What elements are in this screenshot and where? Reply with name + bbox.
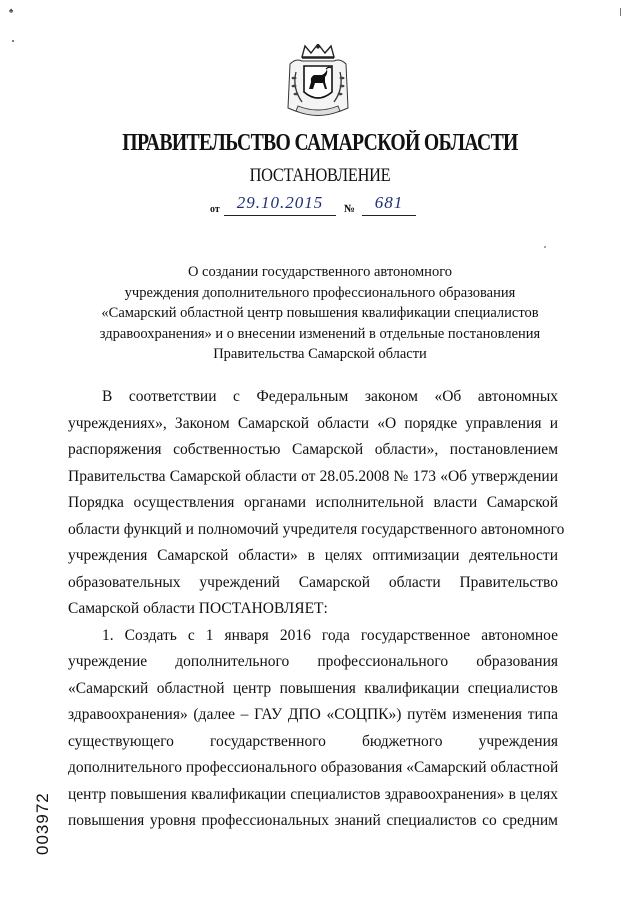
body-line: центр повышения квалификации специалистов здравоохранения» в целях: [68, 785, 558, 803]
body-line: Самарской области ПОСТАНОВЛЯЕТ:: [68, 600, 328, 617]
subject-line: «Самарский областной центр повышения квалификации специалистов: [101, 305, 539, 321]
body-line: «Самарский областной центр повышения квалификации специалистов: [68, 679, 558, 697]
body-line: повышения уровня профессиональных знаний специалистов со средним: [68, 812, 558, 829]
scan-speck: [544, 246, 546, 248]
body-line: распоряжения собственностью Самарской области», постановлением: [68, 441, 558, 458]
document-body: [68, 384, 565, 835]
body-line: 1. Создать с 1 января 2016 года государственное автономное: [102, 626, 558, 644]
document-subject: [70, 262, 570, 365]
subject-line: здравоохранения» и о внесении изменений в отдельные постановления: [99, 325, 541, 342]
handwritten-date: 29.10.2015: [224, 193, 336, 216]
body-line: Правительства Самарской области от 28.05.2008 № 173 «Об утверждении: [68, 467, 558, 485]
body-line: Порядка осуществления органами исполнительной власти Самарской: [68, 494, 558, 511]
body-line: дополнительного профессионального образования «Самарский областной: [68, 759, 559, 776]
date-prefix: от: [210, 204, 220, 215]
registration-stamp-number: 003972: [33, 792, 52, 855]
subject-line: учреждения дополнительного профессионального образования: [124, 284, 516, 301]
body-line: существующего государственного бюджетного учреждения: [68, 732, 558, 750]
subject-line: О создании государственного автономного: [187, 264, 453, 280]
subject-line: Правительства Самарской области: [213, 346, 427, 362]
body-line: учреждение дополнительного профессионального образования: [68, 653, 558, 670]
body-line: здравоохранения» (далее – ГАУ ДПО «СОЦПК») путём изменения типа: [68, 706, 558, 723]
body-line: образовательных учреждений Самарской области Правительство: [68, 573, 558, 591]
body-line: учреждениях», Законом Самарской области «О порядке управления и: [68, 414, 558, 432]
body-line: учреждения Самарской области» в целях оптимизации деятельности: [68, 547, 558, 564]
corner-mark: ♠: [9, 6, 14, 15]
number-prefix: №: [344, 203, 356, 215]
document-type: ПОСТАНОВЛЕНИЕ: [249, 165, 391, 186]
samara-coat-of-arms-icon: [282, 44, 354, 122]
body-line: области функций и полномочий учредителя государственного автономного: [68, 520, 565, 538]
body-line: В соответствии с Федеральным законом «Об автономных: [102, 388, 558, 405]
scan-mark: [620, 8, 621, 16]
handwritten-number: 681: [362, 193, 416, 216]
government-title: ПРАВИТЕЛЬСТВО САМАРСКОЙ ОБЛАСТИ: [122, 130, 518, 156]
scan-speck: [12, 40, 14, 42]
date-number-line: [210, 193, 430, 220]
